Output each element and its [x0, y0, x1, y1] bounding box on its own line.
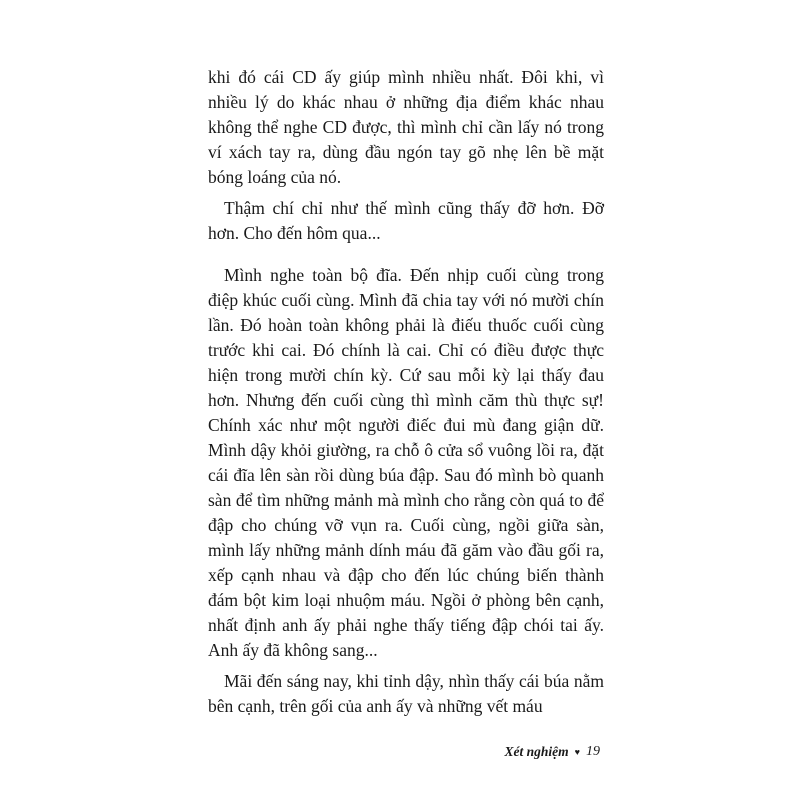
- text-section-1: [208, 65, 604, 246]
- paragraph: khi đó cái CD ấy giúp mình nhiều nhất. Đôi khi, vì nhiều lý do khác nhau ở những địa điểm khác nhau không thể nghe CD được, thì mình chỉ cần lấy nó trong ví xách tay ra, dùng đầu ngón tay gõ nhẹ lên bề mặt bóng loáng của nó.: [208, 67, 604, 187]
- page-footer: [505, 744, 600, 760]
- paragraph: Mình nghe toàn bộ đĩa. Đến nhịp cuối cùng trong điệp khúc cuối cùng. Mình đã chia tay với nó mười chín lần. Đó hoàn toàn không phải là điếu thuốc cuối cùng trước khi cai. Đó chính là cai. Chỉ có điều được thực hiện trong mười chín kỳ. Cứ sau mỗi kỳ lại thấy đau hơn. Nhưng đến cuối cùng thì mình căm thù thực sự! Chính xác như một người điếc đui mù đang giận dữ. Mình dậy khỏi giường, ra chỗ ô cửa sổ vuông lồi ra, đặt cái đĩa lên sàn rồi dùng búa đập. Sau đó mình bò quanh sàn để tìm những mảnh mà mình cho rằng còn quá to để đập cho chúng vỡ vụn ra. Cuối cùng, ngồi giữa sàn, mình lấy những mảnh dính máu đã găm vào đầu gối ra, xếp cạnh nhau và đập cho đến lúc chúng biến thành đám bột kim loại nhuộm máu. Ngồi ở phòng bên cạnh, nhất định anh ấy phải nghe thấy tiếng đập chói tai ấy. Anh ấy đã không sang...: [208, 265, 604, 660]
- paragraph: Mãi đến sáng nay, khi tỉnh dậy, nhìn thấy cái búa nằm bên cạnh, trên gối của anh ấy và những vết máu: [208, 671, 604, 716]
- page-number: 19: [586, 744, 600, 759]
- running-title: Xét nghiệm: [504, 744, 569, 759]
- heart-icon: ♥: [574, 746, 580, 757]
- text-section-2: [208, 263, 604, 719]
- paragraph: Thậm chí chỉ như thế mình cũng thấy đỡ hơn. Đỡ hơn. Cho đến hôm qua...: [208, 198, 604, 243]
